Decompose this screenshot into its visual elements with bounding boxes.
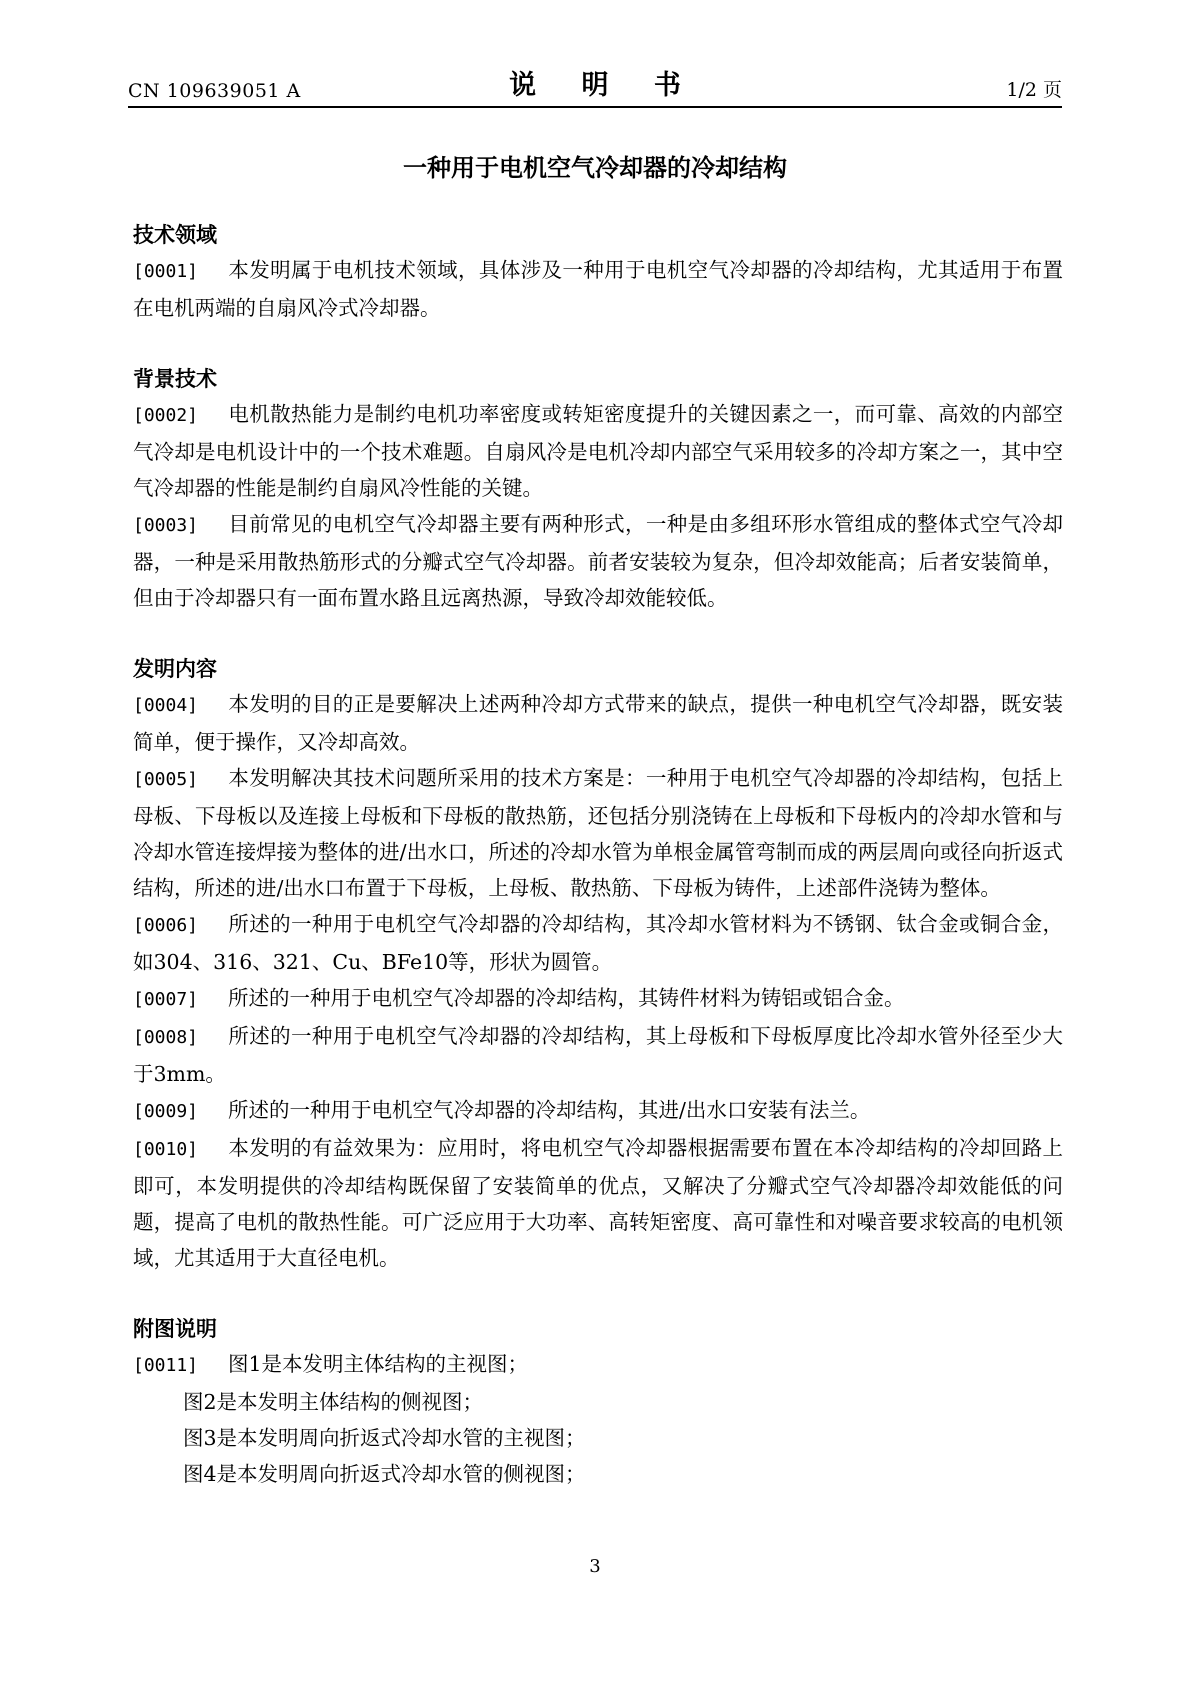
paragraph-text: 本发明解决其技术问题所采用的技术方案是：一种用于电机空气冷却器的冷却结构，包括上母板、下母板以及连接上母板和下母板的散热筋，还包括分别浇铸在上母板和下母板内的冷却水管和与冷却水管连接焊接为整体的进/出水口，所述的冷却水管为单根金属管弯制而成的两层周向或径向折返式结构，所述的进/出水口布置于下母板，上母板、散热筋、下母板为铸件，上述部件浇铸为整体。 [133,766,1063,900]
page-info: 1/2 页 [1006,79,1062,101]
paragraph-text: 本发明的目的正是要解决上述两种冷却方式带来的缺点，提供一种电机空气冷却器，既安装简单，便于操作，又冷却高效。 [133,692,1063,754]
paragraph-number: [0008] [133,1027,199,1048]
paragraph-text: 所述的一种用于电机空气冷却器的冷却结构，其上母板和下母板厚度比冷却水管外径至少大于3mm。 [133,1024,1063,1086]
paragraph-number: [0004] [133,695,199,716]
section-heading-drawings: 附图说明 [133,1317,217,1341]
paragraph-number: [0005] [133,769,199,790]
section-gap [133,326,1063,362]
paragraph-text: 所述的一种用于电机空气冷却器的冷却结构，其铸件材料为铸铝或铝合金。 [228,986,905,1010]
paragraph-0011 [133,1346,1063,1384]
paragraph-text: 所述的一种用于电机空气冷却器的冷却结构，其冷却水管材料为不锈钢、钛合金或铜合金，如304、316、321、Cu、BFe10等，形状为圆管。 [133,912,1063,974]
header-rule [128,106,1062,108]
paragraph-0010 [133,1130,1063,1276]
page-number: 3 [589,1556,601,1577]
paragraph-0005 [133,760,1063,906]
paragraph-text: 所述的一种用于电机空气冷却器的冷却结构，其进/出水口安装有法兰。 [228,1098,871,1122]
document-title: 一种用于电机空气冷却器的冷却结构 [403,154,787,182]
paragraph-number: [0006] [133,915,199,936]
doc-type: 说 明 书 [509,70,699,101]
paragraph-text: 本发明的有益效果为：应用时，将电机空气冷却器根据需要布置在本冷却结构的冷却回路上即可，本发明提供的冷却结构既保留了安装简单的优点，又解决了分瓣式空气冷却器冷却效能低的问题，提高了电机的散热性能。可广泛应用于大功率、高转矩密度、高可靠性和对噪音要求较高的电机领域，尤其适用于大直径电机。 [133,1136,1063,1270]
section-heading-field: 技术领域 [133,223,217,247]
paragraph-number: [0002] [133,405,199,426]
paragraph-number: [0009] [133,1101,199,1122]
paragraph-text: 目前常见的电机空气冷却器主要有两种形式，一种是由多组环形水管组成的整体式空气冷却器，一种是采用散热筋形式的分瓣式空气冷却器。前者安装较为复杂，但冷却效能高；后者安装简单，但由于冷却器只有一面布置水路且远离热源，导致冷却效能较低。 [133,512,1063,610]
paragraph-0007 [133,980,1063,1018]
paragraph-0002 [133,396,1063,506]
figure-caption-3: 图3是本发明周向折返式冷却水管的主视图； [183,1426,586,1450]
paragraph-0003 [133,506,1063,616]
paragraph-number: [0007] [133,989,199,1010]
section-gap [133,616,1063,652]
doc-number: CN 109639051 A [128,80,301,102]
paragraph-number: [0003] [133,515,199,536]
document-body [133,218,1063,1492]
paragraph-0001 [133,252,1063,326]
paragraph-number: [0011] [133,1355,199,1376]
section-heading-summary: 发明内容 [133,657,217,681]
paragraph-text: 电机散热能力是制约电机功率密度或转矩密度提升的关键因素之一，而可靠、高效的内部空气冷却是电机设计中的一个技术难题。自扇风冷是电机冷却内部空气采用较多的冷却方案之一，其中空气冷却器的性能是制约自扇风冷性能的关键。 [133,402,1063,500]
paragraph-0006 [133,906,1063,980]
figure-caption-1: 图1是本发明主体结构的主视图； [228,1352,529,1376]
page-header [128,62,1062,108]
paragraph-0009 [133,1092,1063,1130]
paragraph-number: [0010] [133,1139,199,1160]
section-heading-background: 背景技术 [133,367,217,391]
paragraph-text: 本发明属于电机技术领域，具体涉及一种用于电机空气冷却器的冷却结构，尤其适用于布置在电机两端的自扇风冷式冷却器。 [133,258,1063,320]
figure-caption-4: 图4是本发明周向折返式冷却水管的侧视图； [183,1462,586,1486]
figure-caption-2: 图2是本发明主体结构的侧视图； [183,1390,484,1414]
paragraph-0008 [133,1018,1063,1092]
paragraph-number: [0001] [133,261,199,282]
section-gap [133,1276,1063,1312]
paragraph-0004 [133,686,1063,760]
